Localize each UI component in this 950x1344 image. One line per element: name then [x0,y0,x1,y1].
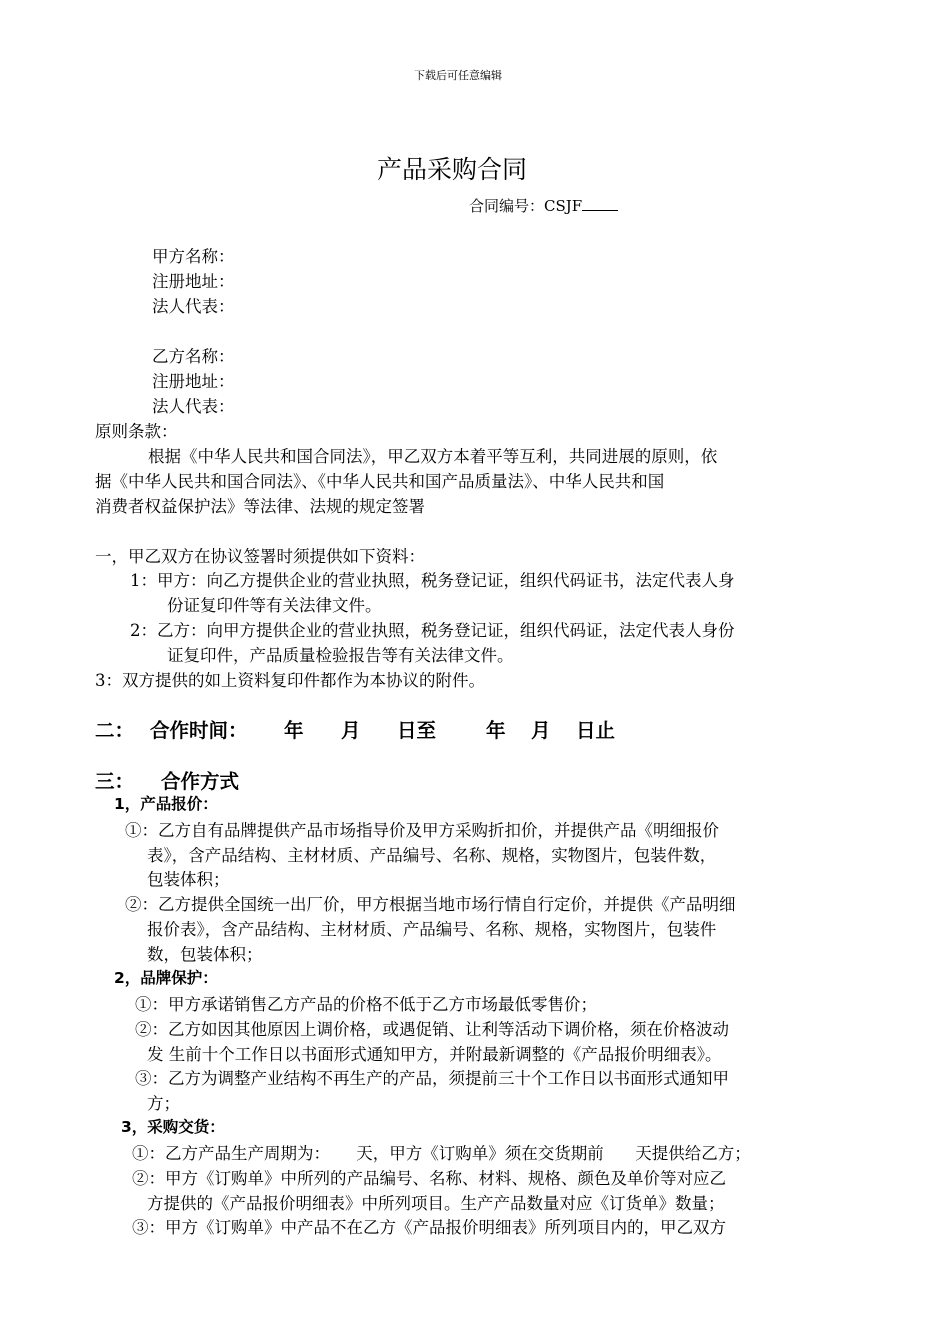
section2-label: 合作时间： [150,719,248,742]
section3-sub2-heading: 2，品牌保护： [114,969,218,987]
section3-sub2-item2: ②：乙方如因其他原因上调价格，或遇促销、让利等活动下调价格，须在价格波动 [135,1020,729,1039]
contract-number [469,195,618,216]
contract-number-label: 合同编号：CSJF [469,197,583,215]
section1-item2-cont: 证复印件，产品质量检验报告等有关法律文件。 [167,646,514,665]
party-b-rep-label: 法人代表： [152,397,235,416]
section3-sub3-item1: ①：乙方产品生产周期为： 天，甲方《订购单》须在交货期前 天提供给乙方； [132,1144,751,1163]
section1-item2: 2：乙方：向甲方提供企业的营业执照，税务登记证，组织代码证，法定代表人身份 [130,621,735,640]
section2-month-end: 月 [531,719,551,742]
section2-month-start: 月 [341,719,361,742]
section3-sub1-heading: 1，产品报价： [114,795,218,813]
section3-sub2-item3-cont: 方； [147,1094,180,1113]
section2-year-end: 年 [486,719,506,742]
party-a-name-label: 甲方名称： [152,247,235,266]
section3-sub1-item2-cont: 报价表》，含产品结构、主材材质、产品编号、名称、规格，实物图片，包装件 [147,920,717,939]
section3-sub3-item2: ②：甲方《订购单》中所列的产品编号、名称、材料、规格、颜色及单价等对应乙 [132,1169,726,1188]
section3-sub1-item1: ①：乙方自有品牌提供产品市场指导价及甲方采购折扣价，并提供产品《明细报价 [125,821,719,840]
section1-item1-cont: 份证复印件等有关法律文件。 [167,596,382,615]
section2-number: 二： [95,719,135,742]
section3-sub1-item2-cont: 数，包装体积； [147,945,263,964]
section2-year-start: 年 [284,719,304,742]
section3-number: 三： [95,770,135,793]
section3-sub1-item1-cont: 包装体积； [147,870,230,889]
section3-sub1-item1-cont: 表》，含产品结构、主材材质、产品编号、名称、规格，实物图片，包装件数， [147,846,717,865]
section3-sub2-item3: ③：乙方为调整产业结构不再生产的产品，须提前三十个工作日以书面形式通知甲 [135,1069,729,1088]
section1-item1: 1：甲方：向乙方提供企业的营业执照，税务登记证，组织代码证书，法定代表人身 [130,571,735,590]
party-b-name-label: 乙方名称： [152,347,235,366]
document-title: 产品采购合同 [377,155,528,184]
principles-line: 消费者权益保护法》等法律、法规的规定签署 [95,497,425,516]
header-note: 下载后可任意编辑 [414,69,502,82]
section3-sub3-item3: ③：甲方《订购单》中产品不在乙方《产品报价明细表》所列项目内的，甲乙双方 [132,1218,726,1237]
section1-heading: 一，甲乙双方在协议签署时须提供如下资料： [95,547,425,566]
section3-sub2-item1: ①：甲方承诺销售乙方产品的价格不低于乙方市场最低零售价； [135,995,597,1014]
principles-line: 据《中华人民共和国合同法》、《中华人民共和国产品质量法》、中华人民共和国 [95,472,665,491]
section2-day-end: 日止 [576,719,616,742]
section3-sub3-item2-cont: 方提供的《产品报价明细表》中所列项目。生产产品数量对应《订货单》数量； [147,1194,725,1213]
section3-label: 合作方式 [161,770,240,793]
section3-sub2-item2-cont: 发 生前十个工作日以书面形式通知甲方，并附最新调整的《产品报价明细表》。 [147,1045,722,1064]
section1-item3: 3：双方提供的如上资料复印件都作为本协议的附件。 [95,671,485,690]
section2-day-to: 日至 [397,719,437,742]
party-a-rep-label: 法人代表： [152,297,235,316]
section3-sub3-heading: 3，采购交货： [121,1118,225,1136]
section3-sub1-item2: ②：乙方提供全国统一出厂价，甲方根据当地市场行情自行定价，并提供《产品明细 [125,895,736,914]
party-a-address-label: 注册地址： [152,272,235,291]
principles-line: 根据《中华人民共和国合同法》，甲乙双方本着平等互利，共同进展的原则，依 [148,447,718,466]
contract-number-blank [582,196,618,211]
party-b-address-label: 注册地址： [152,372,235,391]
principles-heading: 原则条款： [95,422,178,441]
